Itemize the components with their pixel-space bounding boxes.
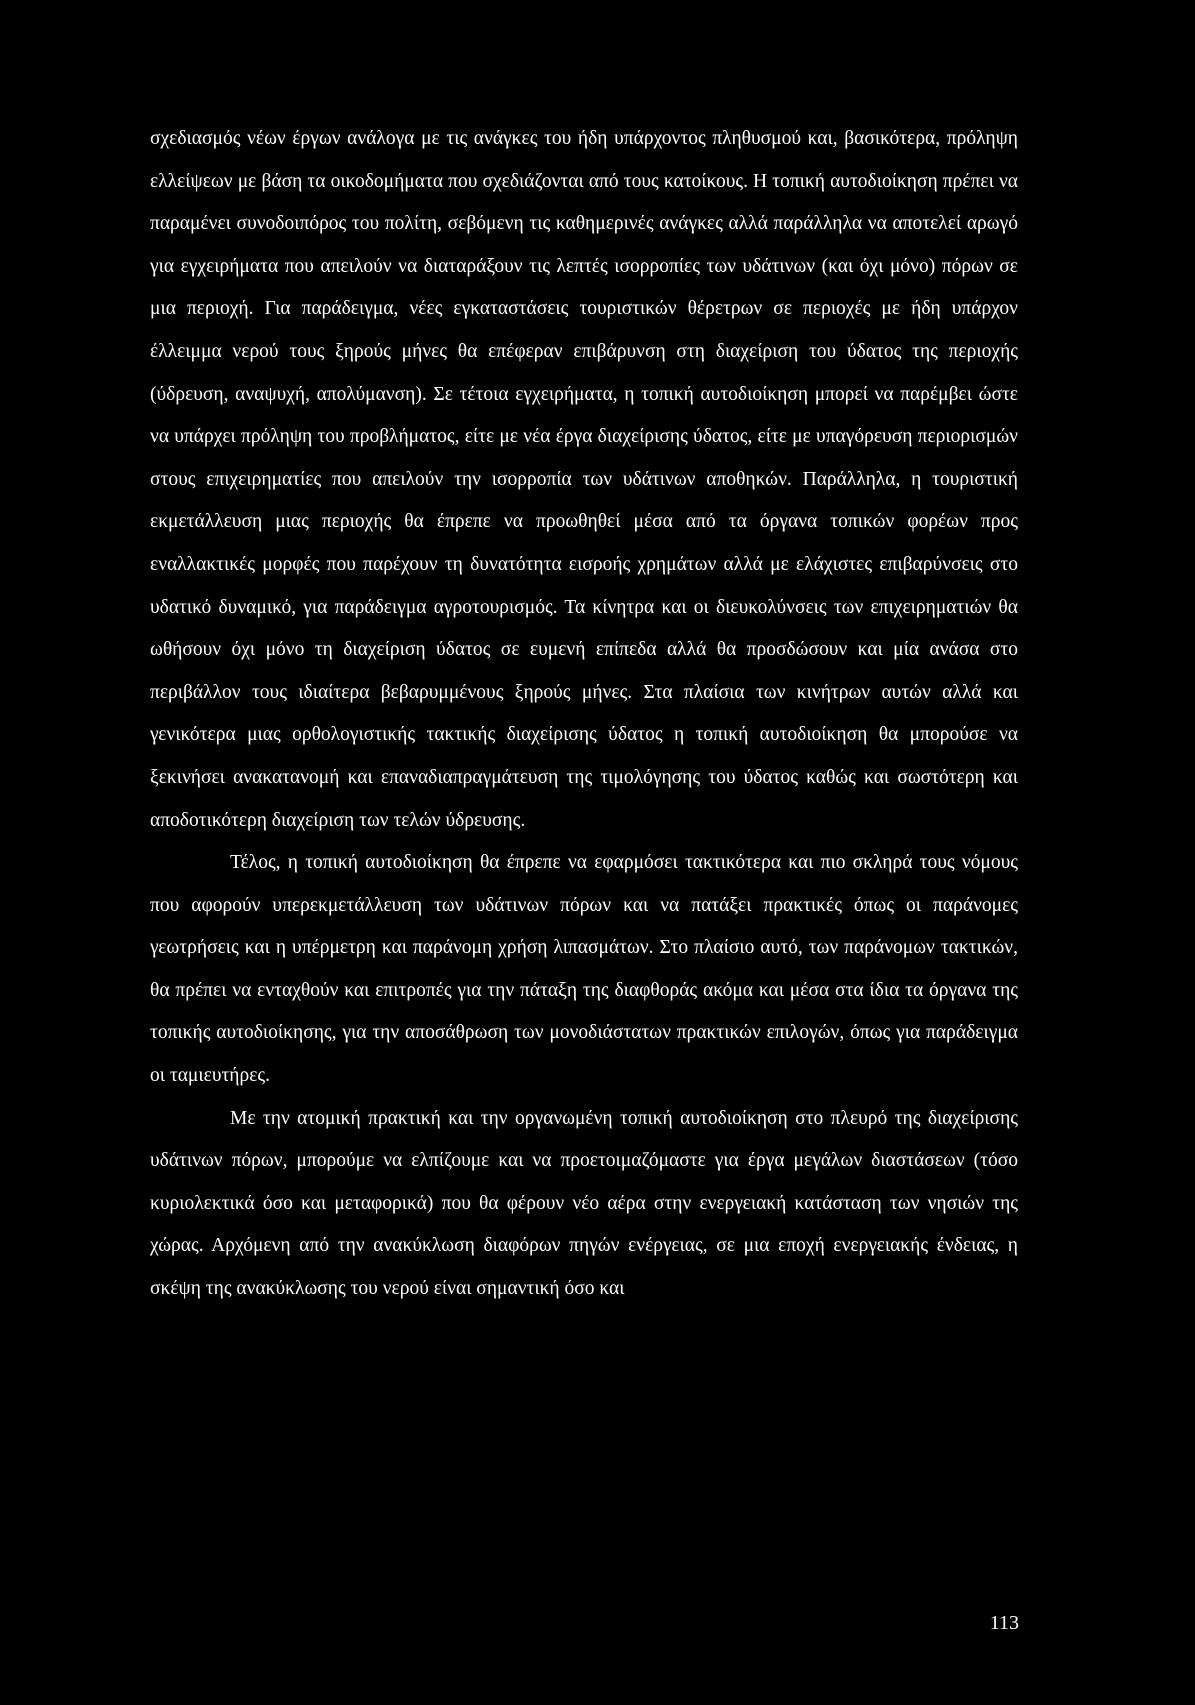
paragraph-continued: σχεδιασμός νέων έργων ανάλογα με τις ανάγκες του ήδη υπάρχοντος πληθυσμού και, βασικότερα, πρόληψη ελλείψεων με βάση τα οικοδομήματα που σχεδιάζονται από τους κατοίκους. Η τοπική αυτοδιοίκηση πρέπει να παραμένει συνοδοιπόρος του πολίτη, σεβόμενη τις καθημερινές ανάγκες αλλά παράλληλα να αποτελεί αρωγό για εγχειρήματα που απειλούν να διαταράξουν τις λεπτές ισορροπίες των υδάτινων (και όχι μόνο) πόρων σε μια περιοχή. Για παράδειγμα, νέες εγκαταστάσεις τουριστικών θέρετρων σε περιοχές με ήδη υπάρχον έλλειμμα νερού τους ξηρούς μήνες θα επέφεραν επιβάρυνση στη διαχείριση του ύδατος της περιοχής (ύδρευση, αναψυχή, απολύμανση). Σε τέτοια εγχειρήματα, η τοπική αυτοδιοίκηση μπορεί να παρέμβει ώστε να υπάρχει πρόληψη του προβλήματος, είτε με νέα έργα διαχείρισης ύδατος, είτε με υπαγόρευση περιορισμών στους επιχειρηματίες που απειλούν την ισορροπία των υδάτινων αποθηκών. Παράλληλα, η τουριστική εκμετάλλευση μιας περιοχής θα έπρεπε να προωθηθεί μέσα από τα όργανα τοπικών φορέων προς εναλλακτικές μορφές που παρέχουν τη δυνατότητα εισροής χρημάτων αλλά με ελάχιστες επιβαρύνσεις στο υδατικό δυναμικό, για παράδειγμα αγροτουρισμός. Τα κίνητρα και οι διευκολύνσεις των επιχειρηματιών θα ωθήσουν όχι μόνο τη διαχείριση ύδατος σε ευμενή επίπεδα αλλά θα προσδώσουν και μία ανάσα στο περιβάλλον τους ιδιαίτερα βεβαρυμμένους ξηρούς μήνες. Στα πλαίσια των κινήτρων αυτών αλλά και γενικότερα μιας ορθολογιστικής τακτικής διαχείρισης ύδατος η τοπική αυτοδιοίκηση θα μπορούσε να ξεκινήσει ανακατανομή και επαναδιαπραγμάτευση της τιμολόγησης του ύδατος καθώς και σωστότερη και αποδοτικότερη διαχείριση των τελών ύδρευσης. (150, 128, 1018, 831)
body-text (150, 118, 1018, 1311)
page-number: 113 (989, 1612, 1019, 1634)
paragraph-enforcement: Τέλος, η τοπική αυτοδιοίκηση θα έπρεπε να εφαρμόσει τακτικότερα και πιο σκληρά τους νόμους που αφορούν υπερεκμετάλλευση των υδάτινων πόρων και να πατάξει πρακτικές όπως οι παράνομες γεωτρήσεις και η υπέρμετρη και παράνομη χρήση λιπασμάτων. Στο πλαίσιο αυτό, των παράνομων τακτικών, θα πρέπει να ενταχθούν και επιτροπές για την πάταξη της διαφθοράς ακόμα και μέσα στα ίδια τα όργανα της τοπικής αυτοδιοίκησης, για την αποσάθρωση των μονοδιάστατων πρακτικών επιλογών, όπως για παράδειγμα οι ταμιευτήρες. (150, 852, 1018, 1087)
paragraph-conclusion: Με την ατομική πρακτική και την οργανωμένη τοπική αυτοδιοίκηση στο πλευρό της διαχείρισης υδάτινων πόρων, μπορούμε να ελπίζουμε και να προετοιμαζόμαστε για έργα μεγάλων διαστάσεων (τόσο κυριολεκτικά όσο και μεταφορικά) που θα φέρουν νέο αέρα στην ενεργειακή κατάσταση των νησιών της χώρας. Αρχόμενη από την ανακύκλωση διαφόρων πηγών ενέργειας, σε μια εποχή ενεργειακής ένδειας, η σκέψη της ανακύκλωσης του νερού είναι σημαντική όσο και (150, 1107, 1018, 1300)
